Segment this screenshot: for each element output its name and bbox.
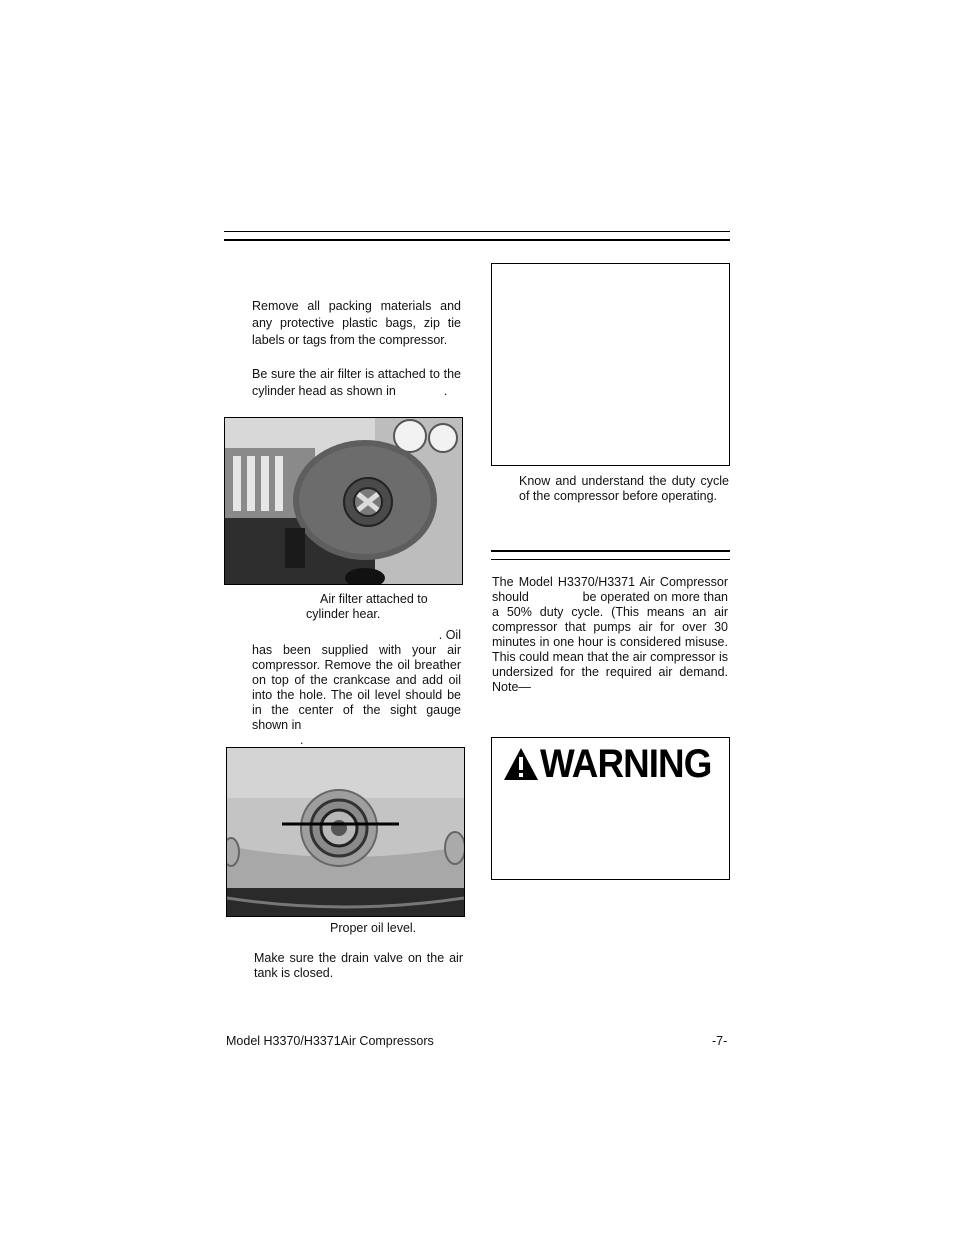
step-air-filter-end: . [443, 384, 448, 398]
step-remove-packing: Remove all packing materials and any protective plastic bags, zip tie labels or tags from the compressor. [252, 299, 461, 347]
footer-page-number: -7- [712, 1034, 728, 1048]
duty-cycle-note: Know and understand the duty cycle of the compressor before operating. [519, 474, 729, 503]
oil-sight-gauge-photo [226, 747, 465, 917]
figure-air-filter-caption-1: Air filter attached to [320, 592, 428, 606]
header-rule-thick [224, 239, 730, 241]
duty-cycle-paragraph: The Model H3370/H3371 Air Compressor should be operated on more than a 50% duty cycle. (This means an air compressor that pumps air for over 30 minutes in one hour is considered misuse. This could mean that the air compressor is undersized for the required air demand. Note— [492, 575, 728, 694]
oil-text: has been supplied with your air compressor. Remove the oil breather on top of the crankcase and add oil into the hole. The oil level should be in the center of the sight gauge shown in [252, 643, 461, 732]
figure-oil-caption: Proper oil level. [330, 921, 417, 935]
duty-cycle-notice-box [491, 263, 730, 466]
section-rule-thick [491, 550, 730, 552]
oil-paragraph [252, 628, 461, 748]
oil-lead: . Oil [438, 628, 461, 642]
step-air-filter-text: Be sure the air filter is attached to the cylinder head as shown in [252, 367, 461, 398]
section-rule-thin [491, 559, 730, 560]
warning-label: WARNING [540, 742, 712, 786]
warning-triangle-icon [502, 746, 540, 782]
air-filter-photo [224, 417, 463, 585]
header-rule-thin [224, 231, 730, 232]
footer-model: Model H3370/H3371Air Compressors [226, 1034, 434, 1048]
warning-header [502, 742, 726, 786]
step-air-filter [252, 366, 461, 400]
oil-end: . [300, 733, 304, 747]
figure-air-filter-caption-2: cylinder hear. [306, 607, 381, 621]
warning-box [491, 737, 730, 880]
step-drain-valve: Make sure the drain valve on the air tank is closed. [254, 951, 463, 980]
